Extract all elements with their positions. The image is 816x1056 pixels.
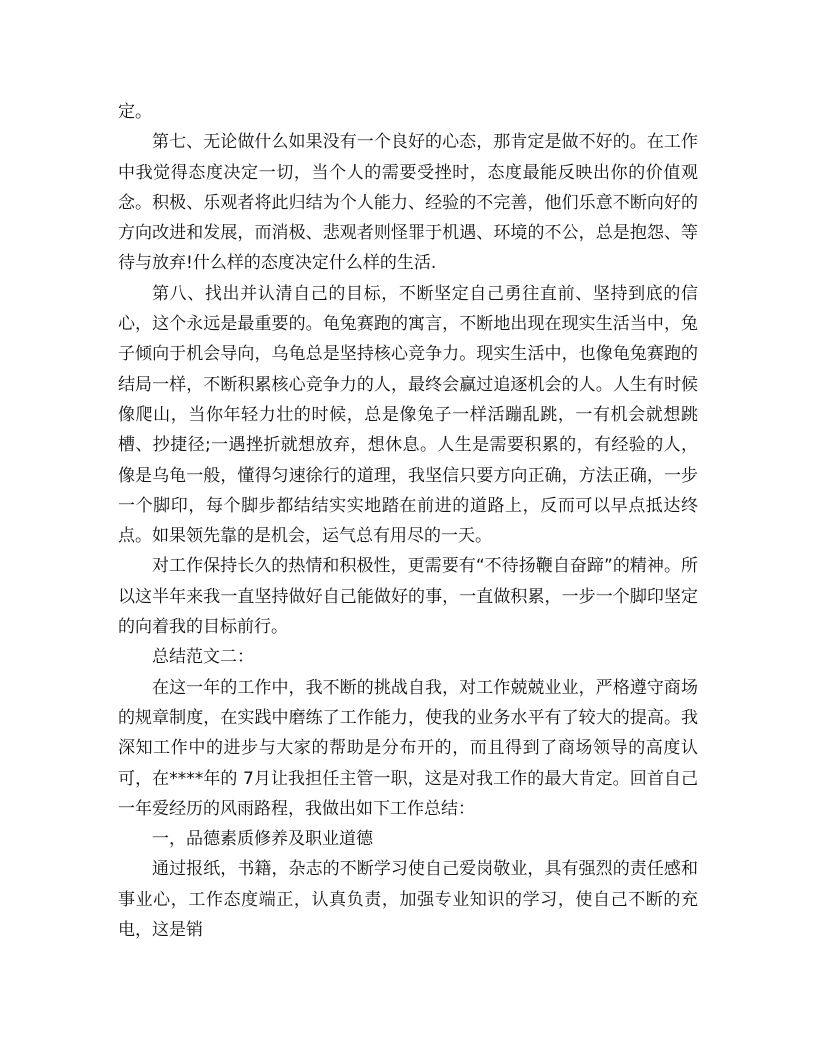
paragraph-enthusiasm: 对工作保持长久的热情和积极性，更需要有“不待扬鞭自奋蹄”的精神。所以这半年来我一直坚持做好自己能做好的事，一直做积累，一步一个脚印坚定的向着我的目标前行。 xyxy=(118,556,698,638)
paragraph-eighth-point: 第八、找出并认清自己的目标，不断坚定自己勇往直前、坚持到底的信心，这个永远是最重要的。龟兔赛跑的寓言，不断地出现在现实生活当中，兔子倾向于机会导向，乌龟总是坚持核心竞争力。现实生活中，也像龟兔赛跑的结局一样，不断积累核心竞争力的人，最终会赢过追逐机会的人。人生有时候像爬山，当你年轻力壮的时候，总是像兔子一样活蹦乱跳，一有机会就想跳槽、抄捷径;一遇挫折就想放弃，想休息。人生是需要积累的，有经验的人，像是乌龟一般，懂得匀速徐行的道理，我坚信只要方向正确，方法正确，一步一个脚印，每个脚步都结结实实地踏在前进的道路上，反而可以早点抵达终点。如果领先靠的是机会，运气总有用尽的一天。 xyxy=(118,283,698,547)
document-page xyxy=(118,97,698,945)
paragraph-seventh-point: 第七、无论做什么如果没有一个良好的心态，那肯定是做不好的。在工作中我觉得态度决定一切，当个人的需要受挫时，态度最能反映出你的价值观念。积极、乐观者将此归结为个人能力、经验的不完善，他们乐意不断向好的方向改进和发展，而消极、悲观者则怪罪于机遇、环境的不公，总是抱怨、等待与放弃!什么样的态度决定什么样的生活. xyxy=(118,132,698,274)
paragraph-learning: 通过报纸，书籍，杂志的不断学习使自己爱岗敬业，具有强烈的责任感和事业心，工作态度端正，认真负责，加强专业知识的学习，使自己不断的充电，这是销 xyxy=(118,859,698,941)
paragraph-continuation: 定。 xyxy=(118,102,152,122)
paragraph-year-review: 在这一年的工作中，我不断的挑战自我，对工作兢兢业业，严格遵守商场的规章制度，在实践中磨练了工作能力，使我的业务水平有了较大的提高。我深知工作中的进步与大家的帮助是分布开的，而且得到了商场领导的高度认可，在****年的 7月让我担任主管一职，这是对我工作的最大肯定。回首自己一年爱经历的风雨路程，我做出如下工作总结： xyxy=(118,677,698,819)
section-heading-moral-quality: 一，品德素质修养及职业道德 xyxy=(152,829,373,850)
section-heading-sample-two: 总结范文二： xyxy=(152,647,254,668)
